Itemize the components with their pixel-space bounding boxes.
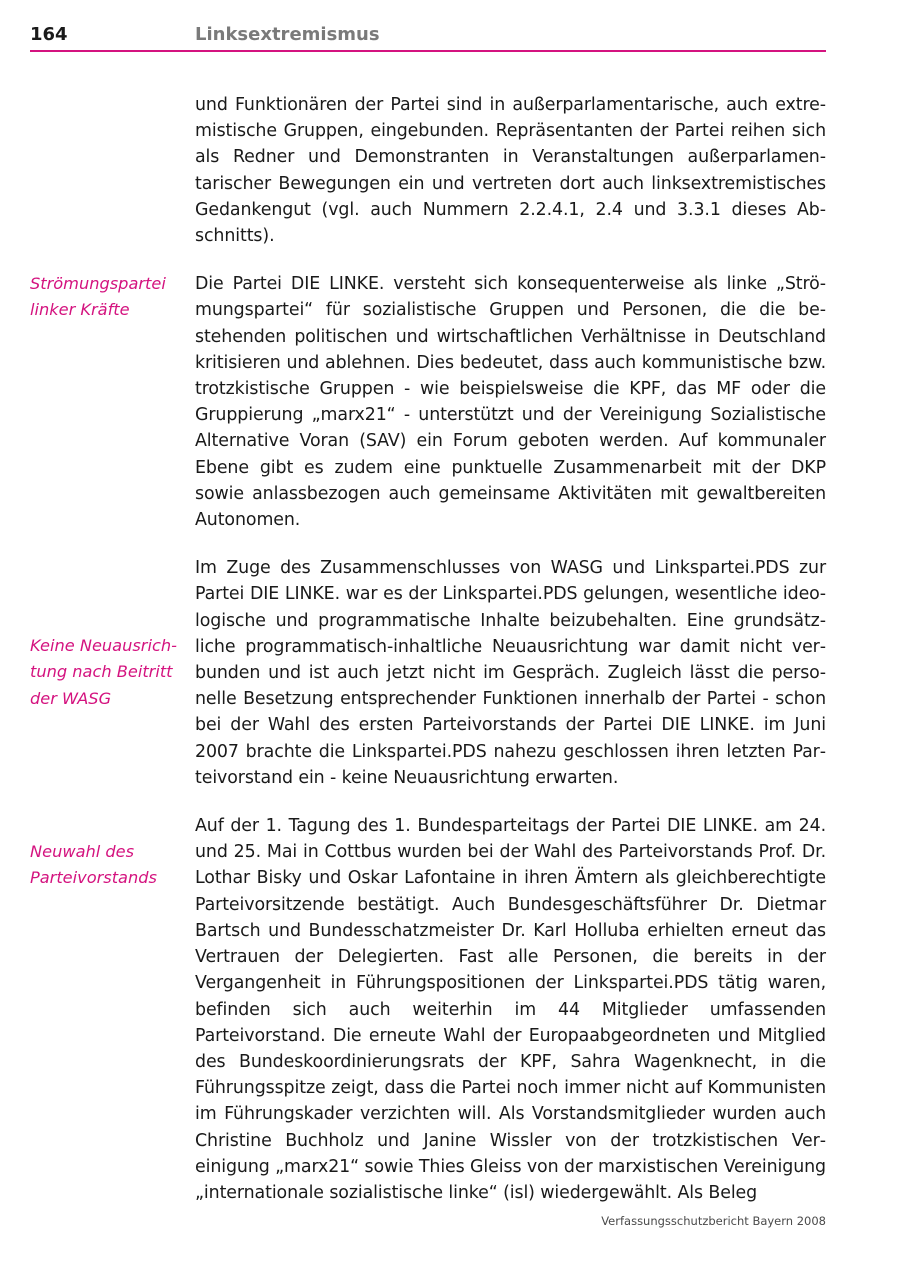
page-footer: Verfassungsschutzbericht Bayern 2008 (601, 1214, 826, 1228)
marginal-note: Keine Neuausrichtung nach Beitritt der WASG (30, 636, 177, 708)
paragraph-continuation (30, 92, 826, 249)
paragraph-neuwahl (30, 813, 826, 1206)
page-number: 164 (30, 24, 68, 45)
paragraph-text: und Funktionären der Partei sind in außerparlamentarische, auch extremistische Gruppen, eingebunden. Repräsentanten der Partei reihen sich als Redner und Demonstranten in Veranstaltungen außerparlamentarischer Bewegungen ein und vertreten dort auch linksextremistisches Gedankengut (vgl. auch Nummern 2.2.4.1, 2.4 und 3.3.1 dieses Abschnitts). (195, 95, 826, 247)
marginal-note: Strömungspartei linker Kräfte (30, 274, 166, 320)
paragraph-text: Auf der 1. Tagung des 1. Bundesparteitags der Partei DIE LINKE. am 24. und 25. Mai in Cottbus wurden bei der Wahl des Parteivorstands Prof. Dr. Lothar Bisky und Oskar Lafontaine in ihren Ämtern als gleichberechtigte Parteivorsitzende bestätigt. Auch Bundesgeschäftsführer Dr. Dietmar Bartsch und Bundesschatzmeister Dr. Karl Holluba erhielten erneut das Vertrauen der Delegierten. Fast alle Personen, die bereits in der Vergangenheit in Führungspositionen der Linkspartei.PDS tätig waren, befinden sich auch weiterhin im 44 Mitglieder umfassenden Parteivorstand. Die erneute Wahl der Europaabgeordneten und Mitglied des Bundeskoordinierungsrats der KPF, Sahra Wagenknecht, in die Führungsspitze zeigt, dass die Partei noch immer nicht auf Kommunisten im Führungskader verzichten will. Als Vorstandsmitglieder wurden auch Christine Buchholz und Janine Wissler von der trotzkistischen Vereinigung „marx21“ sowie Thies Gleiss von der marxistischen Vereinigung „internationale sozialistische linke“ (isl) wiedergewählt. Als Beleg (195, 816, 826, 1203)
page-header (30, 22, 826, 52)
paragraph-neuausrichtung (30, 555, 826, 791)
paragraph-text: Die Partei DIE LINKE. versteht sich konsequenterweise als linke „Strömungspartei“ für sozialistische Gruppen und Personen, die die bestehenden politischen und wirtschaftlichen Verhältnisse in Deutschland kritisieren und ablehnen. Dies bedeutet, dass auch kommunistische bzw. trotzkistische Gruppen - wie beispielsweise die KPF, das MF oder die Gruppierung „marx21“ - unterstützt und der Vereinigung Sozialistische Alternative Voran (SAV) ein Forum geboten werden. Auf kommunaler Ebene gibt es zudem eine punktuelle Zusammenarbeit mit der DKP sowie anlassbezogen auch gemeinsame Aktivitäten mit gewaltbereiten Autonomen. (195, 274, 826, 531)
paragraph-stroemungspartei (30, 271, 826, 533)
paragraph-text: Im Zuge des Zusammenschlusses von WASG und Linkspartei.PDS zur Partei DIE LINKE. war es der Linkspartei.PDS gelungen, wesentliche ideologische und programmatische Inhalte beizubehalten. Eine grundsätzliche programmatisch-inhaltliche Neuausrichtung war damit nicht verbunden und ist auch jetzt nicht im Gespräch. Zugleich lässt die personelle Besetzung entsprechender Funktionen innerhalb der Partei - schon bei der Wahl des ersten Parteivorstands der Partei DIE LINKE. im Juni 2007 brachte die Linkspartei.PDS nahezu geschlossen ihren letzten Parteivorstand ein - keine Neuausrichtung erwarten. (195, 558, 826, 788)
running-title: Linksextremismus (195, 24, 380, 45)
marginal-note: Neuwahl des Parteivorstands (30, 842, 157, 888)
page-content (30, 92, 826, 1228)
